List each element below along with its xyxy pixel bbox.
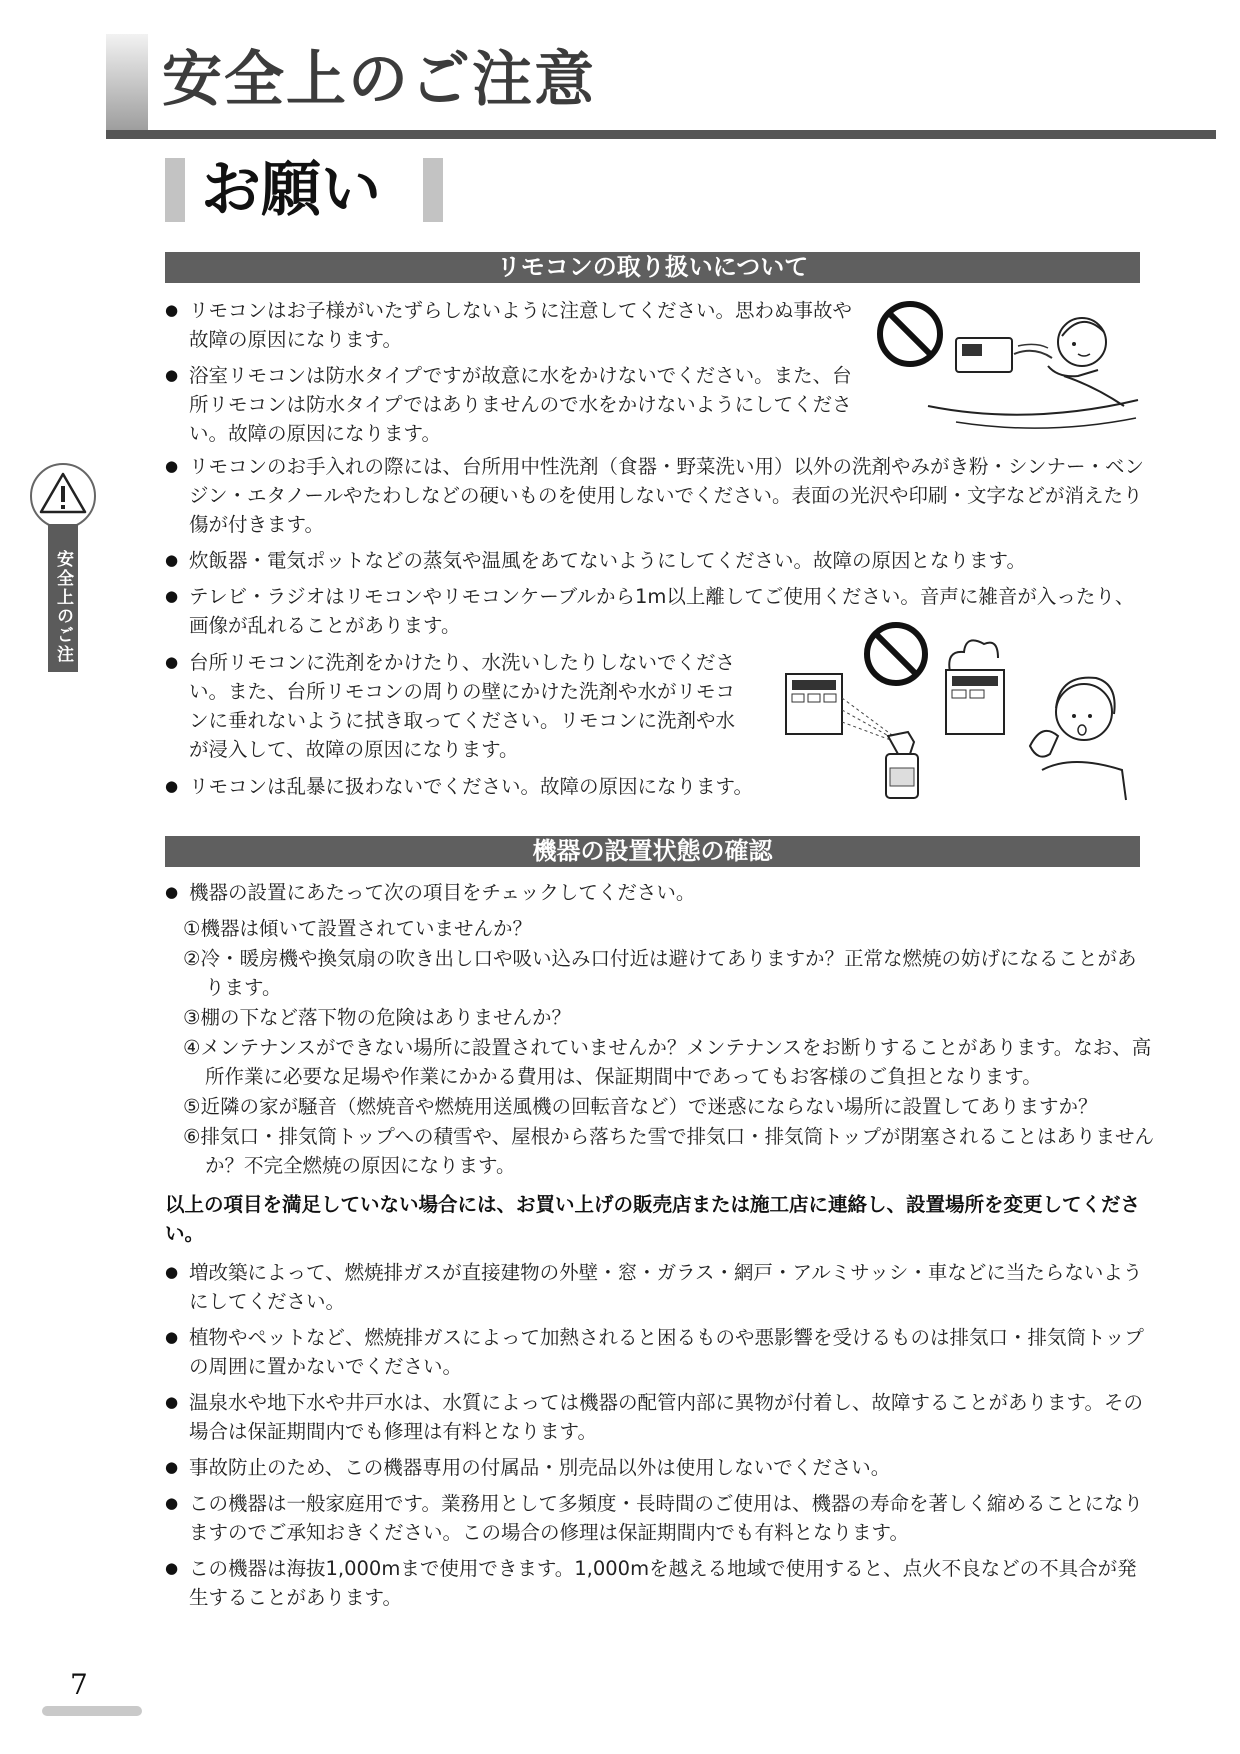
section1-bullet-4: ● 炊飯器・電気ポットなどの蒸気や温風をあてないようにしてください。故障の原因となります。 — [165, 546, 1145, 575]
check-item-2: ②冷・暖房機や換気扇の吹き出し口や吸い込み口付近は避けてありますか？正常な燃焼の妨げになることがあります。 — [183, 947, 1137, 999]
section1-bullets-c — [165, 648, 735, 771]
section2-intro: ● 機器の設置にあたって次の項目をチェックしてください。 — [165, 878, 1155, 907]
prohibition-icon — [867, 625, 925, 683]
section1-bullets-d — [165, 772, 865, 808]
section1-bullet-1: ● リモコンはお子様がいたずらしないように注意してください。思わぬ事故や故障の原因になります。 — [165, 296, 855, 354]
section2-bullet-1: ● 増改築によって、燃焼排ガスが直接建物の外壁・窓・ガラス・網戸・アルミサッシ・車などに当たらないようにしてください。 — [165, 1258, 1155, 1316]
prohibition-icon — [880, 304, 940, 364]
section1-bullet-3: ● リモコンのお手入れの際には、台所用中性洗剤（食器・野菜洗い用）以外の洗剤やみがき粉・シンナー・ベンジン・エタノールやたわしなどの硬いものを使用しないでください。表面の光沢や印刷・文字などが消えたり傷が付きます。 — [165, 452, 1145, 539]
section1-bullet-7: ● リモコンは乱暴に扱わないでください。故障の原因になります。 — [165, 772, 865, 801]
section1-bullet-5: ● テレビ・ラジオはリモコンやリモコンケーブルから1m以上離してご使用ください。音声に雑音が入ったり、画像が乱れることがあります。 — [165, 582, 1145, 640]
section2-notes — [165, 1190, 1155, 1619]
section2-bullet-6: ● この機器は海抜1,000mまで使用できます。1,000mを越える地域で使用すると、点火不良などの不具合が発生することがあります。 — [165, 1554, 1155, 1612]
check-item-3: ③棚の下など落下物の危険はありませんか？ — [183, 1006, 571, 1029]
section2-emphasis-note: 以上の項目を満足していない場合には、お買い上げの販売店または施工店に連絡し、設置場所を変更してください。 — [165, 1193, 1141, 1245]
sub-header-left-bar — [165, 158, 185, 222]
title-accent-bar — [106, 34, 148, 130]
page-header — [106, 34, 1216, 140]
side-tab-label: 安全上のご注意 — [48, 524, 78, 672]
check-item-6: ⑥排気口・排気筒トップへの積雪や、屋根から落ちた雪で排気口・排気筒トップが閉塞されることはありませんか？不完全燃焼の原因になります。 — [183, 1125, 1155, 1177]
section2-bullet-4: ● 事故防止のため、この機器専用の付属品・別売品以外は使用しないでください。 — [165, 1453, 1155, 1482]
section-title-installation-check: 機器の設置状態の確認 — [165, 836, 1140, 867]
page-number-bar — [42, 1706, 142, 1716]
check-item-1: ①機器は傾いて設置されていませんか？ — [183, 917, 532, 940]
section-title-remote-handling: リモコンの取り扱いについて — [165, 252, 1140, 283]
section2-checklist — [165, 878, 1155, 1181]
no-spray-kitchen-remote-illustration — [784, 618, 1146, 804]
section2-bullet-5: ● この機器は一般家庭用です。業務用として多頻度・長時間のご使用は、機器の寿命を著しく縮めることになりますのでご承知おきください。この場合の修理は保証期間内でも有料となります。 — [165, 1489, 1155, 1547]
section2-bullet-3: ● 温泉水や地下水や井戸水は、水質によっては機器の配管内部に異物が付着し、故障することがあります。その場合は保証期間内でも修理は有料となります。 — [165, 1388, 1155, 1446]
section1-bullets-a — [165, 296, 855, 455]
check-item-5: ⑤近隣の家が騒音（燃焼音や燃焼用送風機の回転音など）で迷惑にならない場所に設置してありますか？ — [183, 1095, 1098, 1118]
title-rule — [106, 130, 1216, 139]
page-number: 7 — [70, 1668, 88, 1701]
sub-header-title: お願い — [201, 155, 381, 225]
section1-bullet-2: ● 浴室リモコンは防水タイプですが故意に水をかけないでください。また、台所リモコンは防水タイプではありませんので水をかけないようにしてください。故障の原因になります。 — [165, 361, 855, 448]
page-title: 安全上のご注意 — [162, 45, 596, 115]
sub-header-right-bar — [423, 158, 443, 222]
section1-bullet-6: ● 台所リモコンに洗剤をかけたり、水洗いしたりしないでください。また、台所リモコンの周りの壁にかけた洗剤や水がリモコンに垂れないように拭き取ってください。リモコンに洗剤や水が浸入して、故障の原因になります。 — [165, 648, 735, 764]
warning-triangle-icon — [29, 462, 97, 530]
no-splash-bath-remote-illustration — [868, 296, 1144, 446]
section2-bullet-2: ● 植物やペットなど、燃焼排ガスによって加熱されると困るものや悪影響を受けるものは排気口・排気筒トップの周囲に置かないでください。 — [165, 1323, 1155, 1381]
check-item-4: ④メンテナンスができない場所に設置されていませんか？メンテナンスをお断りすることがあります。なお、高所作業に必要な足場や作業にかかる費用は、保証期間中であってもお客様のご負担となります。 — [183, 1036, 1152, 1088]
